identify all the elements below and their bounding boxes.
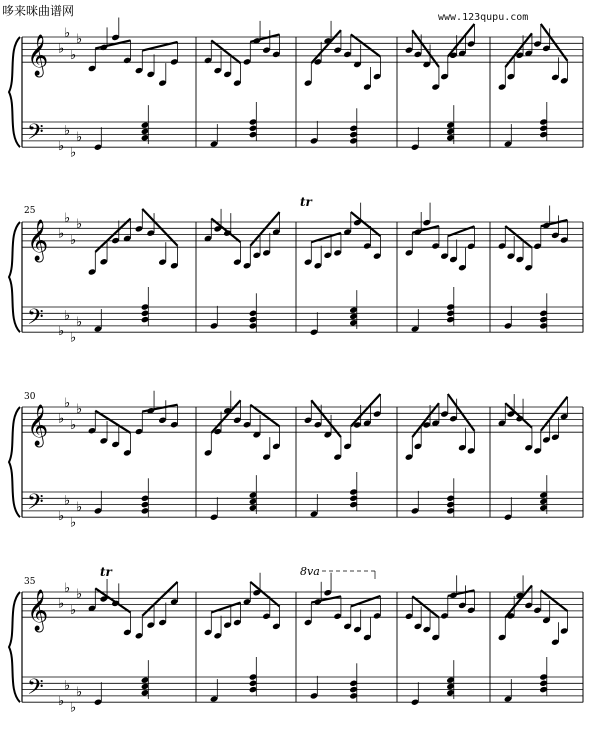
flat-sign: ♭: [70, 602, 77, 618]
beam: [541, 24, 568, 61]
flat-sign: ♭: [64, 123, 71, 139]
flat-sign: ♭: [70, 515, 77, 531]
measure: [204, 391, 281, 521]
flat-sign: ♭: [70, 232, 77, 248]
treble-staff: [22, 37, 583, 62]
measure: [498, 24, 569, 148]
flat-sign: ♭: [58, 226, 65, 242]
flat-sign: ♭: [58, 324, 65, 340]
system-4: [9, 565, 583, 716]
measure: [204, 209, 281, 332]
beam: [211, 400, 240, 433]
system-2: [9, 195, 583, 346]
measure: [405, 394, 476, 517]
flat-sign: ♭: [58, 509, 65, 525]
site-name: 哆来咪曲谱网: [2, 4, 75, 18]
flat-sign: ♭: [58, 596, 65, 612]
flat-sign: ♭: [76, 587, 83, 603]
beam: [448, 394, 475, 431]
measure: [304, 394, 382, 518]
measure-number-25: 25: [24, 206, 36, 216]
beam: [541, 220, 568, 226]
bass-staff: [22, 677, 583, 702]
bass-staff: [22, 122, 583, 147]
site-url: www.123qupu.com: [438, 12, 529, 23]
beam: [412, 226, 439, 233]
measure: [88, 17, 179, 150]
flat-sign: ♭: [76, 217, 83, 233]
treble-clef: 𝄞: [27, 590, 49, 632]
flat-sign: ♭: [58, 411, 65, 427]
flat-sign: ♭: [58, 41, 65, 57]
treble-clef: 𝄞: [27, 405, 49, 447]
flat-sign: ♭: [64, 678, 71, 694]
flat-sign: ♭: [64, 493, 71, 509]
measure-number-30: 30: [24, 392, 36, 402]
beam: [505, 226, 532, 248]
measure: [304, 203, 382, 336]
ottava-mark: 8va: [300, 565, 320, 578]
beam: [412, 596, 439, 617]
measure: [405, 575, 476, 706]
flat-sign: ♭: [70, 330, 77, 346]
flat-sign: ♭: [76, 129, 83, 145]
flat-sign: ♭: [64, 395, 71, 411]
flat-sign: ♭: [64, 210, 71, 226]
flat-sign: ♭: [70, 417, 77, 433]
beam: [311, 400, 341, 437]
beam: [211, 40, 240, 63]
beam: [142, 405, 177, 412]
beam: [95, 40, 130, 48]
flat-sign: ♭: [76, 684, 83, 700]
beam: [448, 590, 475, 596]
flat-sign: ♭: [76, 32, 83, 48]
flat-sign: ♭: [76, 499, 83, 515]
flat-sign: ♭: [76, 314, 83, 330]
brace: [9, 407, 20, 517]
beam: [250, 405, 279, 427]
bass-clef: 𝄢: [27, 489, 44, 520]
brace: [9, 37, 20, 147]
bass-clef: 𝄢: [27, 304, 44, 335]
system-1: [9, 17, 583, 160]
brace: [9, 592, 20, 702]
measure: [204, 21, 281, 148]
bass-staff: [22, 492, 583, 517]
beam: [351, 34, 381, 56]
measure-number-35: 35: [24, 577, 36, 587]
beam: [142, 209, 177, 246]
treble-clef: 𝄞: [27, 35, 49, 77]
bass-clef: 𝄢: [27, 674, 44, 705]
measure: [88, 209, 179, 333]
beam: [95, 411, 130, 433]
flat-sign: ♭: [76, 402, 83, 418]
bass-staff: [22, 307, 583, 332]
bass-clef: 𝄢: [27, 119, 44, 150]
trill-mark: tr: [100, 565, 112, 579]
flat-sign: ♭: [64, 25, 71, 41]
treble-clef: 𝄞: [27, 220, 49, 262]
treble-staff: [22, 407, 583, 432]
brace: [9, 222, 20, 332]
beam: [311, 596, 341, 602]
flat-sign: ♭: [64, 580, 71, 596]
system-3: [9, 391, 583, 531]
flat-sign: ♭: [64, 308, 71, 324]
beam: [412, 30, 439, 67]
flat-sign: ♭: [58, 694, 65, 710]
treble-staff: [22, 222, 583, 247]
beam: [250, 34, 279, 41]
beam: [505, 585, 532, 617]
flat-sign: ♭: [70, 700, 77, 716]
flat-sign: ♭: [70, 145, 77, 161]
flat-sign: ♭: [70, 47, 77, 63]
flat-sign: ♭: [58, 139, 65, 155]
beam: [311, 30, 341, 63]
trill-mark: tr: [300, 195, 312, 209]
beam: [541, 590, 568, 611]
